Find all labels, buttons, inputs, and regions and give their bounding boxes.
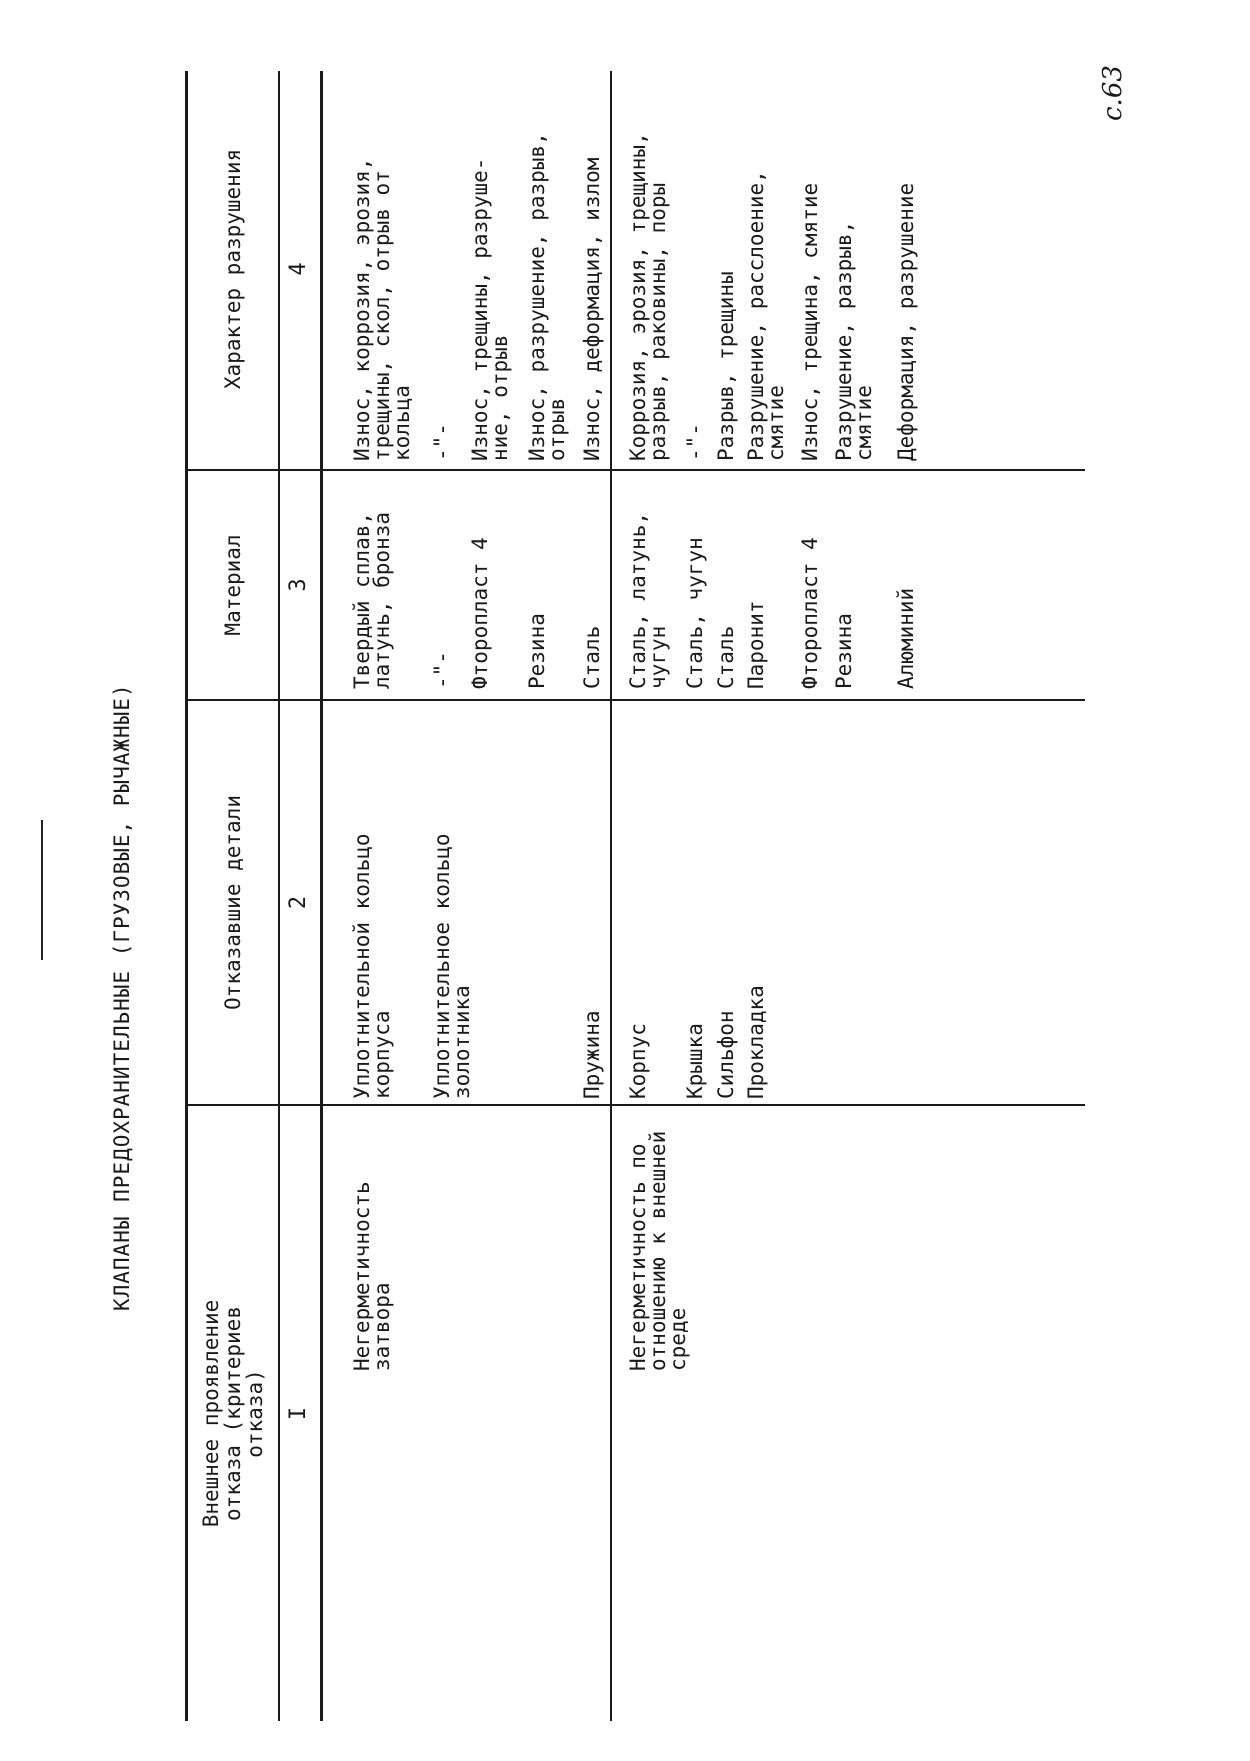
cell-line: Корпус — [626, 1023, 650, 1099]
g2-material-1 — [628, 512, 668, 689]
number-row-rule-a — [278, 71, 280, 1721]
header-manifestation — [200, 1106, 266, 1721]
col-divider-3-4 — [185, 469, 1085, 471]
g2-damage-5 — [800, 183, 820, 461]
cell-line: затвора — [370, 1282, 394, 1371]
header-line: Отказавшие детали — [221, 795, 245, 1010]
column-number-text: 3 — [286, 578, 311, 592]
g1-material-4 — [527, 613, 547, 689]
g2-damage-1 — [628, 132, 668, 461]
g2-damage-6 — [834, 221, 874, 461]
column-number-2 — [286, 701, 311, 1104]
cell-line: Разрыв, трещины — [714, 271, 738, 461]
col-divider-2-3 — [185, 699, 1085, 701]
cell-line: среде — [666, 1307, 690, 1371]
g2-damage-2 — [685, 423, 705, 461]
group-divider-rule — [610, 71, 612, 1721]
header-material — [222, 471, 244, 699]
column-number-text: 2 — [286, 895, 311, 910]
g2-material-3 — [716, 626, 736, 689]
g1-part-seal-ring-body — [352, 833, 392, 1099]
cell-line: Разрушение, расслоение, — [744, 170, 768, 461]
g1-part-spring — [582, 1010, 602, 1099]
cell-line: Износ, коррозия, эрозия, — [350, 157, 374, 461]
g1-damage-2 — [432, 423, 452, 461]
column-number-1 — [286, 1106, 311, 1721]
cell-line: Фторопласт 4 — [798, 537, 822, 689]
cell-line: кольца — [390, 385, 414, 461]
g1-damage-3 — [470, 158, 510, 461]
cell-line: Твердый сплав, — [350, 511, 374, 689]
g2-material-2 — [685, 537, 705, 689]
cell-line: -"- — [683, 423, 707, 461]
cell-line: золотника — [450, 985, 474, 1099]
column-number-3 — [286, 471, 311, 699]
header-line: Характер разрушения — [221, 148, 245, 390]
page-number — [1098, 65, 1128, 121]
cell-line: Алюминий — [894, 587, 918, 689]
g1-damage-1 — [352, 158, 412, 461]
cell-line: Резина — [832, 613, 856, 689]
cell-line: Сильфон — [714, 1010, 738, 1099]
header-damage-character — [222, 69, 244, 469]
header-line: Материал — [221, 534, 245, 636]
column-number-4 — [286, 69, 311, 469]
cell-line: -"- — [430, 651, 454, 689]
g2-material-7 — [896, 588, 916, 689]
page-number-text: с.63 — [1098, 65, 1128, 121]
cell-line: Коррозия, эрозия, трещины, — [626, 132, 650, 461]
header-line: отказа) — [243, 1369, 267, 1458]
cell-line: Износ, трещина, смятие — [798, 182, 822, 461]
cell-line: ние, отрыв — [488, 334, 512, 461]
cell-line: Разрушение, разрыв, — [832, 220, 856, 461]
g2-material-6 — [834, 613, 854, 689]
g2-part-body — [628, 1023, 648, 1099]
cell-line: Паронит — [744, 600, 768, 689]
cell-line: смятие — [852, 385, 876, 461]
cell-line: отношению к внешней — [646, 1130, 670, 1371]
cell-line: Сталь — [580, 625, 604, 689]
cell-line: смятие — [764, 385, 788, 461]
cell-line: Негерметичность по — [626, 1143, 650, 1371]
column-number-text: 4 — [286, 262, 311, 276]
cell-line: корпуса — [370, 1010, 394, 1099]
cell-line: Фторопласт 4 — [468, 537, 492, 689]
cell-line: латунь, бронза — [370, 511, 394, 689]
cell-line: Износ, разрушение, разрыв, — [525, 132, 549, 461]
group-1-manifestation — [352, 1181, 392, 1371]
cell-line: Уплотнительное кольцо — [430, 833, 454, 1099]
header-line: отказа (критериев — [221, 1306, 245, 1521]
cell-line: Сталь, чугун — [683, 537, 707, 689]
g2-damage-3 — [716, 271, 736, 461]
g2-part-gasket — [746, 985, 766, 1099]
document-title-text: КЛАПАНЫ ПРЕДОХРАНИТЕЛЬНЫЕ (ГРУЗОВЫЕ, РЫЧАЖНЫЕ) — [110, 683, 134, 1311]
cell-line: Резина — [525, 613, 549, 689]
g1-damage-5 — [582, 158, 602, 461]
g2-part-bellows — [716, 1010, 736, 1099]
g1-damage-4 — [527, 132, 567, 461]
g1-material-1 — [352, 512, 392, 689]
cell-line: разрыв, раковины, поры — [646, 182, 670, 461]
g1-part-seal-ring-spool — [432, 833, 472, 1099]
cell-line: Износ, трещины, разруше- — [468, 157, 492, 461]
column-number-text: I — [286, 1406, 311, 1421]
cell-line: Уплотнительной кольцо — [350, 833, 374, 1099]
cell-line: трещины, скол, отрыв от — [370, 170, 394, 461]
cell-line: Пружина — [580, 1010, 604, 1099]
g2-material-4 — [746, 600, 766, 689]
cell-line: Прокладка — [744, 985, 768, 1099]
g1-material-3 — [470, 537, 490, 689]
cell-line: Крышка — [683, 1023, 707, 1099]
table-top-rule — [185, 71, 188, 1721]
group-2-manifestation — [628, 1131, 688, 1371]
document-title — [110, 683, 134, 1311]
g2-part-cover — [685, 1023, 705, 1099]
number-row-rule-b — [320, 71, 323, 1721]
cell-line: чугун — [646, 625, 670, 689]
cell-line: Негерметичность — [350, 1181, 374, 1371]
header-failed-parts — [222, 701, 244, 1104]
cell-line: -"- — [430, 423, 454, 461]
g1-material-2 — [432, 651, 452, 689]
g2-material-5 — [800, 537, 820, 689]
cell-line: Деформация, разрушение — [894, 182, 918, 461]
g1-material-5 — [582, 626, 602, 689]
g2-damage-7 — [896, 183, 916, 461]
cell-line: Износ, деформация, излом — [580, 157, 604, 461]
g2-damage-4 — [746, 170, 786, 461]
cell-line: отрыв — [545, 397, 569, 461]
header-line: Внешнее проявление — [199, 1299, 223, 1528]
cell-line: Сталь — [714, 625, 738, 689]
col-divider-1-2 — [185, 1104, 1085, 1106]
cell-line: Сталь, латунь, — [626, 511, 650, 689]
